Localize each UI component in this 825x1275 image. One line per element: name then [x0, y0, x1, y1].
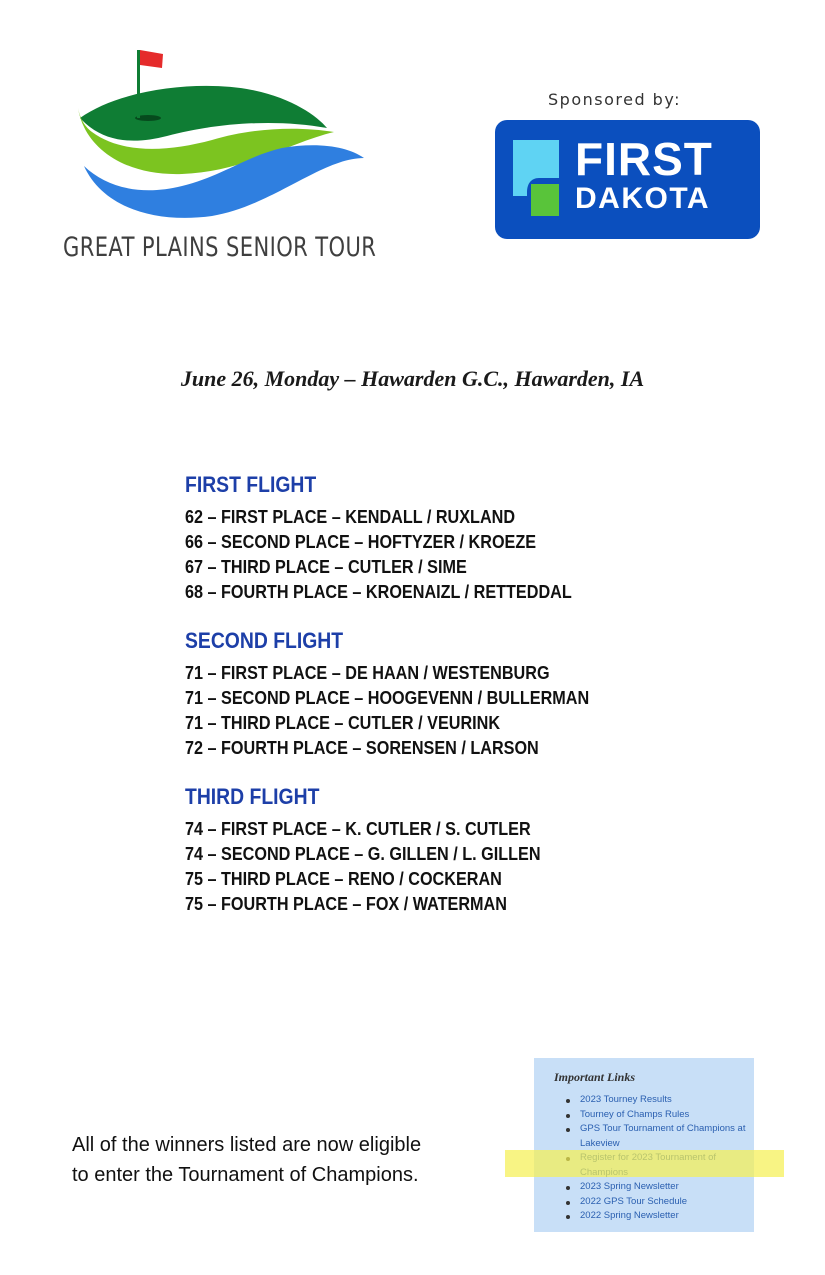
result-entry: 71 – THIRD PLACE – CUTLER / VEURINK	[185, 713, 501, 733]
sponsor-wordmark	[575, 133, 713, 215]
flight-second	[185, 628, 745, 761]
logo-flag-pole	[137, 50, 140, 118]
result-entry: 75 – THIRD PLACE – RENO / COCKERAN	[185, 869, 502, 889]
flight-title: SECOND FLIGHT	[185, 628, 344, 653]
link-spring-newsletter-2022[interactable]: 2022 Spring Newsletter	[564, 1209, 754, 1224]
golf-course-logo-icon	[62, 46, 382, 231]
flight-title: FIRST FLIGHT	[185, 472, 317, 497]
link-gps-tour-tournament-of-champions[interactable]: GPS Tour Tournament of Champions at Lakeview	[564, 1122, 754, 1151]
flight-title: THIRD FLIGHT	[185, 784, 320, 809]
register-link-highlight	[505, 1150, 784, 1177]
result-entry: 67 – THIRD PLACE – CUTLER / SIME	[185, 557, 467, 577]
eligibility-note-line1: All of the winners listed are now eligible	[72, 1134, 422, 1156]
sponsored-by-label: Sponsored by:	[548, 90, 682, 109]
flight-third	[185, 784, 745, 917]
event-title: June 26, Monday – Hawarden G.C., Hawarden, IA	[180, 366, 645, 391]
sponsor-logo	[495, 120, 760, 239]
important-links-panel	[534, 1058, 754, 1232]
result-entry: 71 – FIRST PLACE – DE HAAN / WESTENBURG	[185, 663, 550, 683]
result-entry: 71 – SECOND PLACE – HOOGEVENN / BULLERMAN	[185, 688, 590, 708]
sponsor-name-line2: DAKOTA	[575, 182, 711, 215]
tour-name: GREAT PLAINS SENIOR TOUR	[63, 232, 377, 263]
result-entry: 75 – FOURTH PLACE – FOX / WATERMAN	[185, 894, 507, 914]
result-entry: 68 – FOURTH PLACE – KROENAIZL / RETTEDDAL	[185, 582, 572, 602]
link-tourney-of-champs-rules[interactable]: Tourney of Champs Rules	[564, 1108, 754, 1123]
eligibility-note	[72, 1130, 502, 1190]
result-entry: 62 – FIRST PLACE – KENDALL / RUXLAND	[185, 507, 516, 527]
link-tourney-results[interactable]: 2023 Tourney Results	[564, 1093, 754, 1108]
result-entry: 74 – FIRST PLACE – K. CUTLER / S. CUTLER	[185, 819, 531, 839]
flight-first	[185, 472, 745, 605]
result-entry: 66 – SECOND PLACE – HOFTYZER / KROEZE	[185, 532, 537, 552]
important-links-title: Important Links	[554, 1070, 636, 1084]
result-entry: 72 – FOURTH PLACE – SORENSEN / LARSON	[185, 738, 539, 758]
sponsor-name-line1: FIRST	[575, 133, 713, 185]
logo-flag	[140, 50, 163, 68]
result-entry: 74 – SECOND PLACE – G. GILLEN / L. GILLEN	[185, 844, 541, 864]
link-spring-newsletter-2023[interactable]: 2023 Spring Newsletter	[564, 1180, 754, 1195]
sponsor-mark-icon	[513, 140, 563, 216]
eligibility-note-line2: to enter the Tournament of Champions.	[72, 1164, 419, 1186]
link-gps-tour-schedule-2022[interactable]: 2022 GPS Tour Schedule	[564, 1195, 754, 1210]
results-section	[185, 472, 745, 940]
tour-logo	[62, 46, 382, 231]
